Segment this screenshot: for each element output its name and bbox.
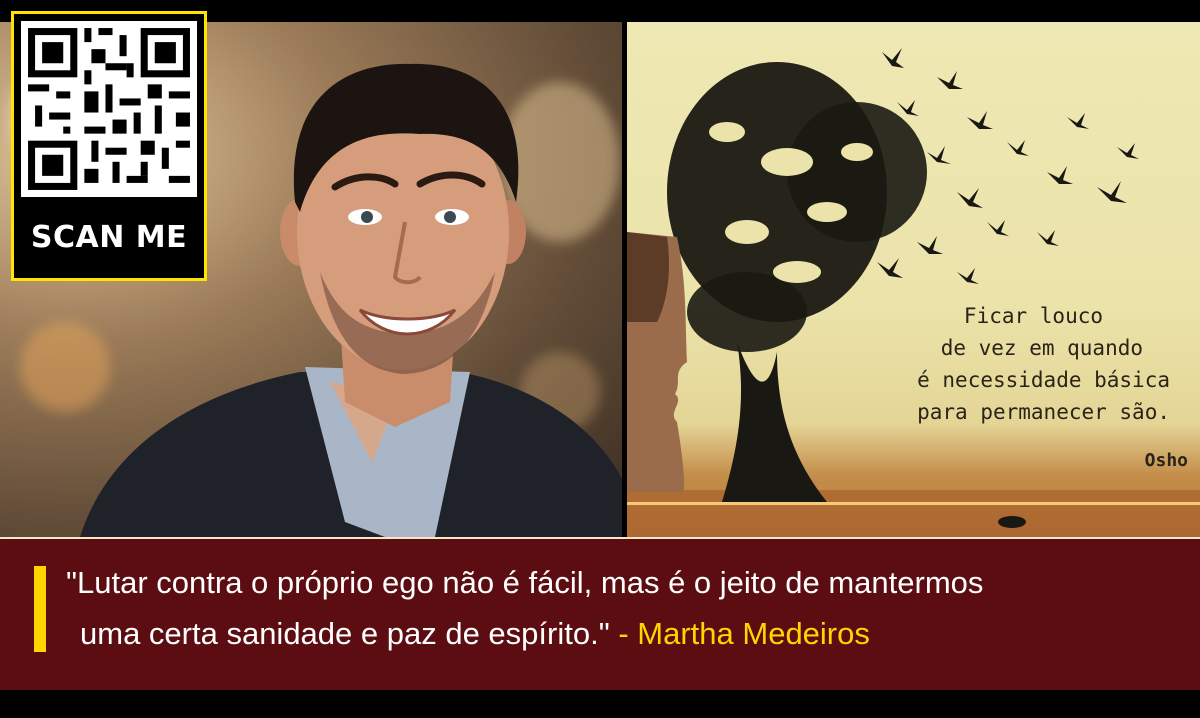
qr-code[interactable] (21, 21, 197, 197)
qr-code-block[interactable] (11, 11, 207, 281)
poster-signature: Osho (1144, 450, 1188, 471)
poster-line-2: de vez em quando (940, 336, 1143, 360)
tree-birds-illustration (627, 22, 1200, 537)
quote-accent-bar (34, 566, 46, 652)
quote-line-2 (80, 616, 870, 652)
quote-line-1: "Lutar contra o próprio ego não é fácil, mas é o jeito de mantermos (66, 565, 984, 600)
quote-panel (0, 537, 1200, 690)
poster-line-3: é necessidade básica (917, 368, 1170, 392)
quote-line-2-text: uma certa sanidade e paz de espírito." (80, 616, 610, 651)
qr-code-graphic (21, 21, 197, 197)
poster-line-4: para permanecer são. (917, 400, 1170, 424)
poster-line-1: Ficar louco (963, 304, 1103, 328)
quote-author: - Martha Medeiros (618, 616, 870, 651)
scan-me-label: SCAN ME (30, 220, 188, 255)
osho-quote-poster (627, 22, 1200, 537)
